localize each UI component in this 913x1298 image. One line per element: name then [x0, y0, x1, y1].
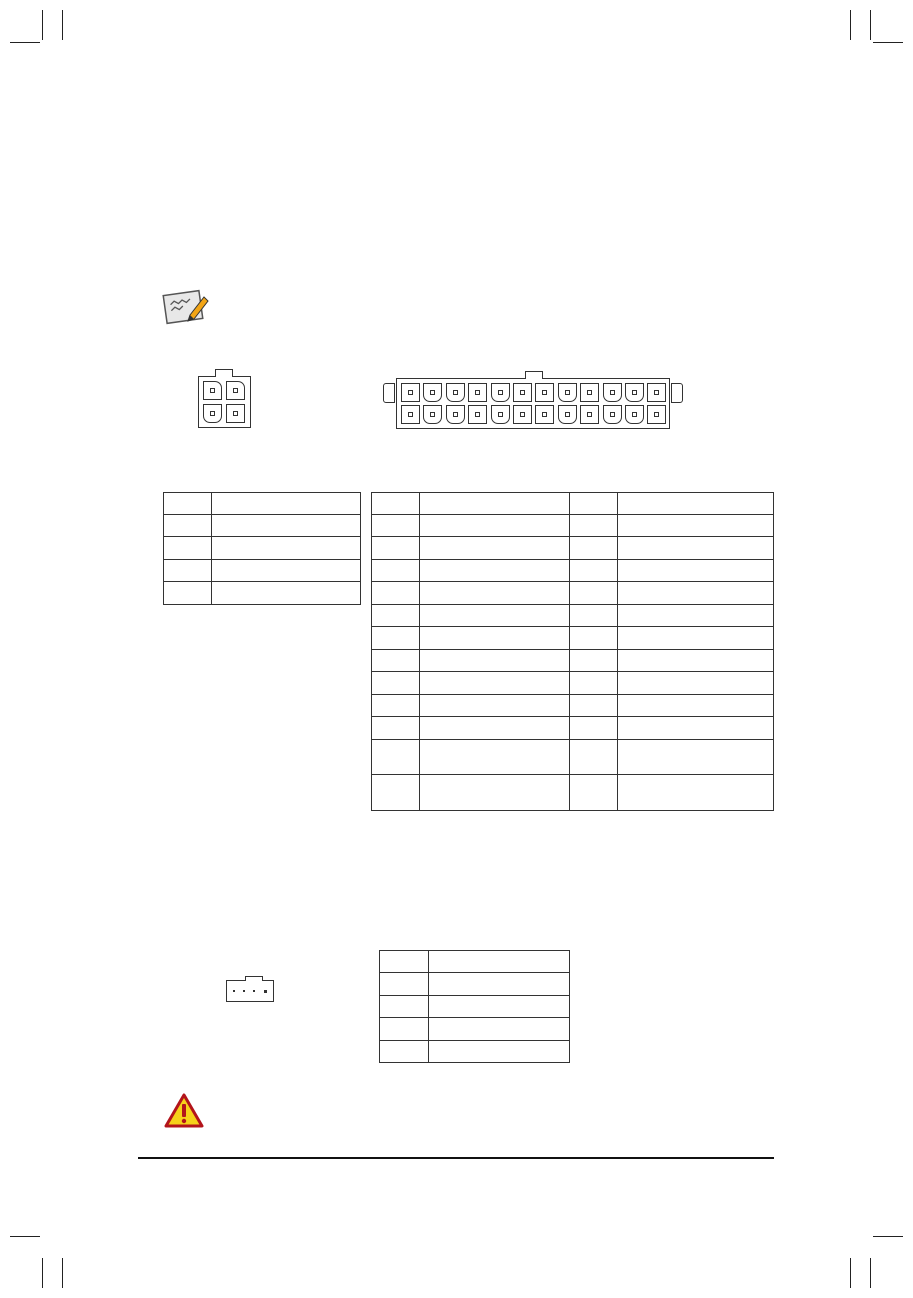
pin-definition-cell	[618, 695, 774, 717]
table-row	[164, 560, 361, 582]
footer-rule	[138, 1157, 774, 1159]
pin	[446, 383, 465, 402]
table-row	[372, 515, 774, 537]
pin	[226, 381, 245, 400]
pin-number-cell	[372, 740, 420, 775]
pin	[203, 404, 222, 423]
pin-number-cell	[570, 537, 618, 560]
pin	[491, 405, 510, 424]
table-row	[372, 537, 774, 560]
table-row	[164, 582, 361, 605]
4-pin-connector-icon	[198, 376, 251, 428]
pin-number-cell	[570, 650, 618, 672]
pin-number-cell	[380, 973, 429, 996]
table-row	[372, 582, 774, 605]
pin	[647, 383, 666, 402]
pin	[264, 990, 267, 993]
4-pin-fan-header-icon	[226, 980, 274, 1002]
crop-mark	[62, 1258, 63, 1288]
table-row	[372, 560, 774, 582]
table-row	[164, 515, 361, 537]
24-pin-connector-icon	[396, 378, 670, 429]
pin	[580, 383, 599, 402]
pin-definition-cell	[420, 582, 570, 605]
pin-number-cell	[372, 717, 420, 740]
crop-mark	[873, 1236, 903, 1237]
pin-number-cell	[372, 493, 420, 515]
pin-number-cell	[372, 695, 420, 717]
pin-definition-cell	[429, 1018, 570, 1041]
table-row	[372, 695, 774, 717]
table-row	[372, 650, 774, 672]
crop-mark	[850, 1258, 851, 1288]
table-row	[372, 672, 774, 695]
pin-definition-cell	[212, 493, 361, 515]
pin-definition-cell	[429, 973, 570, 996]
table-row	[372, 717, 774, 740]
pin-number-cell	[570, 560, 618, 582]
pin-definition-cell	[212, 560, 361, 582]
pin-number-cell	[164, 537, 212, 560]
pin-number-cell	[372, 515, 420, 537]
pin	[253, 990, 255, 992]
pin-number-cell	[372, 672, 420, 695]
pin-definition-cell	[420, 740, 570, 775]
pin	[535, 405, 554, 424]
table-row	[380, 996, 570, 1018]
table-row	[164, 493, 361, 515]
pin-definition-cell	[618, 493, 774, 515]
pin	[446, 405, 465, 424]
pin-number-cell	[570, 493, 618, 515]
pin-number-cell	[372, 650, 420, 672]
pin	[558, 405, 577, 424]
pin-number-cell	[570, 627, 618, 650]
pin-number-cell	[380, 996, 429, 1018]
pin	[423, 405, 442, 424]
pin-definition-cell	[429, 996, 570, 1018]
pin-number-cell	[570, 775, 618, 811]
pin-number-cell	[372, 537, 420, 560]
pin-definition-cell	[420, 515, 570, 537]
pin-definition-cell	[212, 582, 361, 605]
pin-definition-cell	[618, 515, 774, 537]
table-row	[372, 493, 774, 515]
pin-definition-cell	[618, 672, 774, 695]
pin	[580, 405, 599, 424]
pin	[243, 990, 245, 992]
pin	[603, 383, 622, 402]
pin-number-cell	[570, 582, 618, 605]
pin-number-cell	[164, 560, 212, 582]
crop-mark	[10, 42, 40, 43]
pin	[603, 405, 622, 424]
pin-definition-cell	[429, 951, 570, 973]
table-row	[372, 627, 774, 650]
connector-latch	[215, 369, 233, 377]
pin	[468, 405, 487, 424]
pin-definition-cell	[212, 537, 361, 560]
pin	[647, 405, 666, 424]
pin	[423, 383, 442, 402]
pin-definition-cell	[618, 537, 774, 560]
pin-number-cell	[380, 951, 429, 973]
pin-number-cell	[372, 775, 420, 811]
warning-triangle-icon	[164, 1093, 204, 1129]
pin-number-cell	[372, 560, 420, 582]
table-row	[380, 1041, 570, 1063]
pin-definition-cell	[420, 672, 570, 695]
crop-mark	[870, 1258, 871, 1288]
pin	[625, 383, 644, 402]
pin-definition-cell	[420, 605, 570, 627]
pin-definition-cell	[429, 1041, 570, 1063]
pin-definition-cell	[618, 582, 774, 605]
pin-number-cell	[372, 582, 420, 605]
note-pencil-icon	[162, 287, 210, 327]
pin-number-cell	[372, 627, 420, 650]
crop-mark	[10, 1236, 40, 1237]
table-row	[164, 537, 361, 560]
fan-header-pin-table	[379, 950, 570, 1063]
pin-number-cell	[380, 1018, 429, 1041]
pin	[513, 383, 532, 402]
pin-number-cell	[164, 582, 212, 605]
pin-definition-cell	[420, 695, 570, 717]
pin	[513, 405, 532, 424]
pin-definition-cell	[420, 717, 570, 740]
table-row	[380, 973, 570, 996]
connector-latch	[245, 976, 263, 981]
crop-mark	[62, 10, 63, 40]
pin-definition-cell	[420, 650, 570, 672]
pin-definition-cell	[420, 627, 570, 650]
pin	[625, 405, 644, 424]
pin-definition-cell	[212, 515, 361, 537]
table-row	[372, 775, 774, 811]
connector-latch	[525, 371, 543, 379]
crop-mark	[850, 10, 851, 40]
pin	[226, 404, 245, 423]
pin-number-cell	[570, 695, 618, 717]
pin-number-cell	[164, 493, 212, 515]
pin-definition-cell	[420, 560, 570, 582]
crop-mark	[873, 42, 903, 43]
pin	[401, 405, 420, 424]
pin-definition-cell	[618, 717, 774, 740]
crop-mark	[870, 10, 871, 40]
pin	[535, 383, 554, 402]
pin-number-cell	[380, 1041, 429, 1063]
pin	[401, 383, 420, 402]
pin-number-cell	[372, 605, 420, 627]
pin-definition-cell	[618, 650, 774, 672]
table-row	[372, 605, 774, 627]
atx-12v-pin-table	[163, 492, 361, 605]
pin	[491, 383, 510, 402]
connector-clip-left	[383, 383, 395, 403]
pin-number-cell	[570, 605, 618, 627]
pin	[558, 383, 577, 402]
pin-definition-cell	[618, 605, 774, 627]
pin	[233, 990, 235, 992]
pin-number-cell	[570, 672, 618, 695]
pin-definition-cell	[618, 740, 774, 775]
pin-definition-cell	[618, 775, 774, 811]
pin-definition-cell	[420, 537, 570, 560]
table-row	[380, 1018, 570, 1041]
pin-definition-cell	[618, 560, 774, 582]
pin-definition-cell	[420, 775, 570, 811]
pin-number-cell	[570, 515, 618, 537]
crop-mark	[42, 10, 43, 40]
pin	[468, 383, 487, 402]
crop-mark	[42, 1258, 43, 1288]
pin	[203, 381, 222, 400]
pin-number-cell	[164, 515, 212, 537]
connector-clip-right	[671, 383, 683, 403]
pin-definition-cell	[618, 627, 774, 650]
pin-definition-cell	[420, 493, 570, 515]
atx-24pin-table	[371, 492, 774, 811]
table-row	[372, 740, 774, 775]
pin-number-cell	[570, 717, 618, 740]
pin-number-cell	[570, 740, 618, 775]
table-row	[380, 951, 570, 973]
